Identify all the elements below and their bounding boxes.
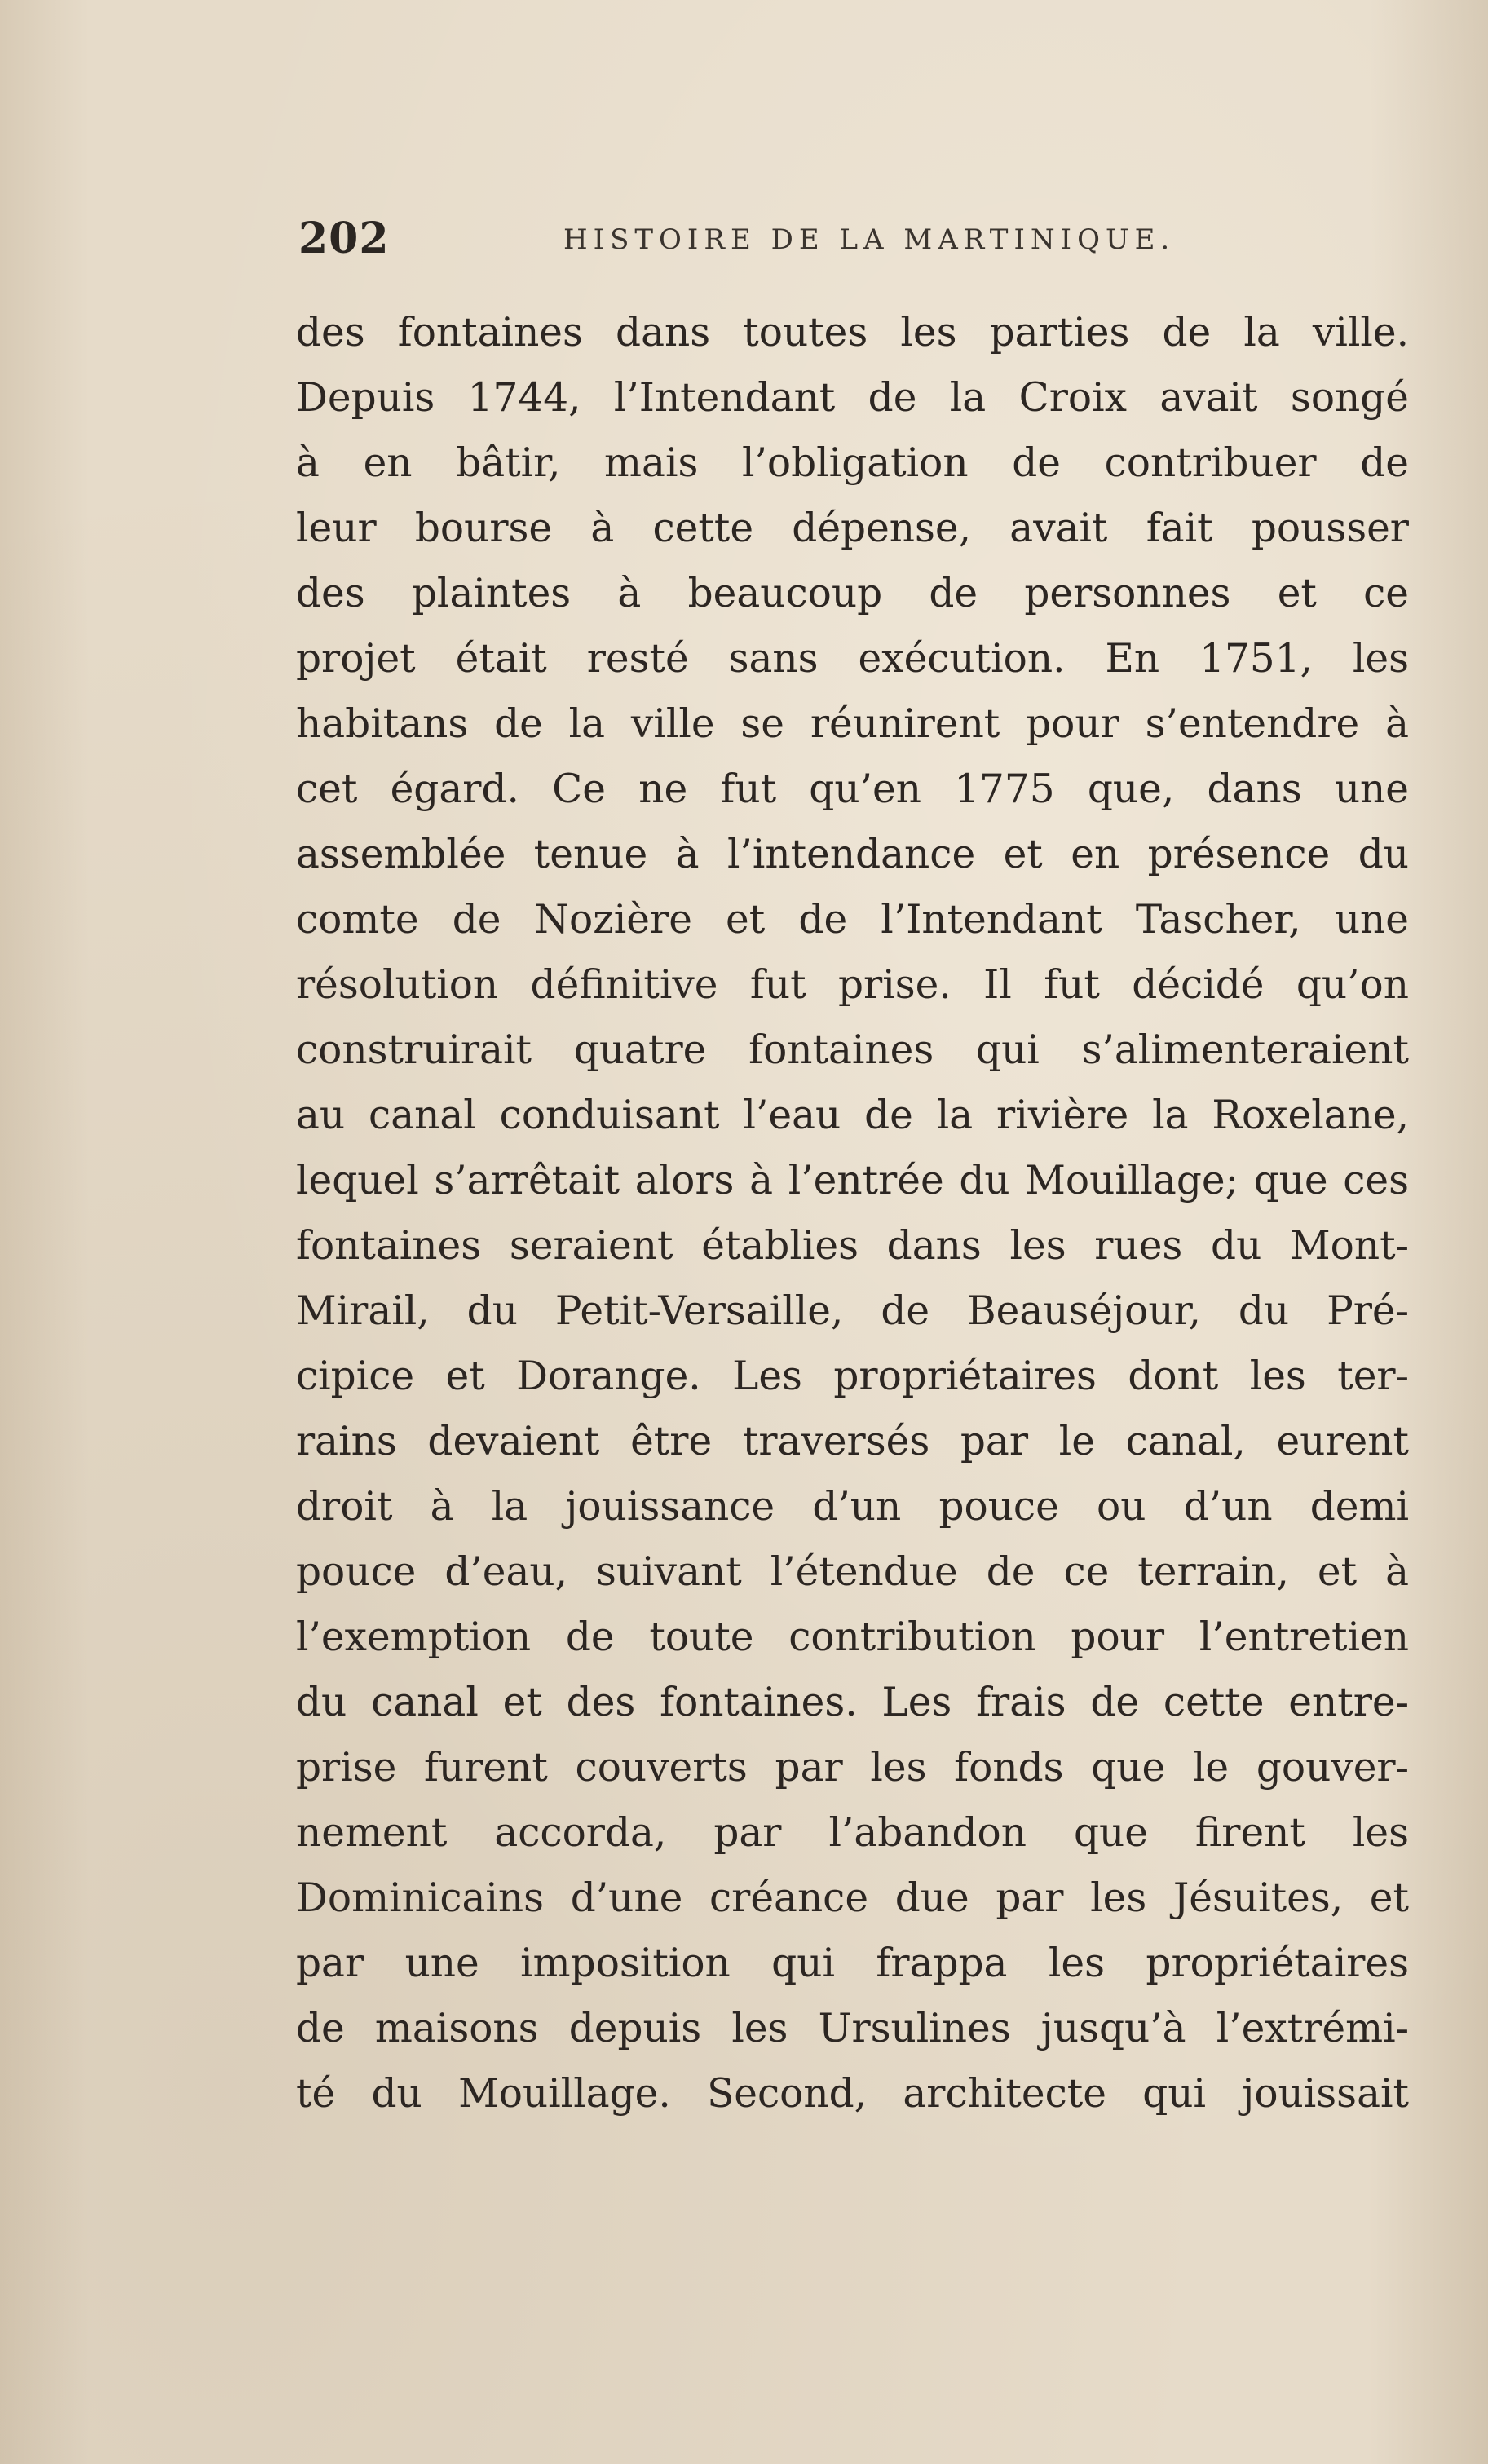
text-line: leur bourse à cette dépense, avait fait pousser: [296, 506, 1409, 551]
text-line: par une imposition qui frappa les propriétaires: [296, 1941, 1409, 1986]
text-line: à en bâtir, mais l’obligation de contribuer de: [296, 440, 1409, 486]
text-line: pouce d’eau, suivant l’étendue de ce terrain, et à: [296, 1549, 1409, 1595]
text-line: assemblée tenue à l’intendance et en présence du: [296, 832, 1409, 877]
text-line: des fontaines dans toutes les parties de la ville.: [296, 310, 1409, 355]
text-line: du canal et des fontaines. Les frais de cette entre-: [296, 1680, 1409, 1725]
text-line: comte de Nozière et de l’Intendant Tascher, une: [296, 897, 1409, 943]
running-title: HISTOIRE DE LA MARTINIQUE.: [563, 223, 1176, 256]
text-line: Dominicains d’une créance due par les Jésuites, et: [296, 1875, 1409, 1921]
text-line: de maisons depuis les Ursulines jusqu’à l’extrémi-: [296, 2006, 1409, 2051]
body-text: [296, 300, 1409, 2126]
text-line: Mirail, du Petit-Versaille, de Beauséjour, du Pré-: [296, 1288, 1409, 1334]
text-line: nement accorda, par l’abandon que firent les: [296, 1810, 1409, 1856]
text-line: cipice et Dorange. Les propriétaires dont les ter-: [296, 1353, 1409, 1399]
text-line: rains devaient être traversés par le canal, eurent: [296, 1419, 1409, 1464]
text-line: droit à la jouissance d’un pouce ou d’un demi: [296, 1484, 1409, 1530]
text-line: l’exemption de toute contribution pour l’entretien: [296, 1614, 1409, 1660]
text-line: construirait quatre fontaines qui s’alimenteraient: [296, 1027, 1409, 1073]
text-line: cet égard. Ce ne fut qu’en 1775 que, dans une: [296, 766, 1409, 812]
text-line: fontaines seraient établies dans les rues du Mont-: [296, 1223, 1409, 1269]
text-line: té du Mouillage. Second, architecte qui jouissait: [296, 2071, 1409, 2117]
running-head: [298, 214, 1424, 271]
text-line: prise furent couverts par les fonds que le gouver-: [296, 1745, 1409, 1791]
text-line: au canal conduisant l’eau de la rivière la Roxelane,: [296, 1093, 1409, 1138]
text-line: Depuis 1744, l’Intendant de la Croix avait songé: [296, 375, 1409, 421]
page-number: 202: [298, 214, 390, 263]
text-line: des plaintes à beaucoup de personnes et ce: [296, 571, 1409, 616]
text-line: projet était resté sans exécution. En 1751, les: [296, 636, 1409, 682]
text-line: résolution définitive fut prise. Il fut décidé qu’on: [296, 962, 1409, 1008]
text-line: lequel s’arrêtait alors à l’entrée du Mouillage; que ces: [296, 1158, 1409, 1203]
text-line: habitans de la ville se réunirent pour s’entendre à: [296, 701, 1409, 747]
